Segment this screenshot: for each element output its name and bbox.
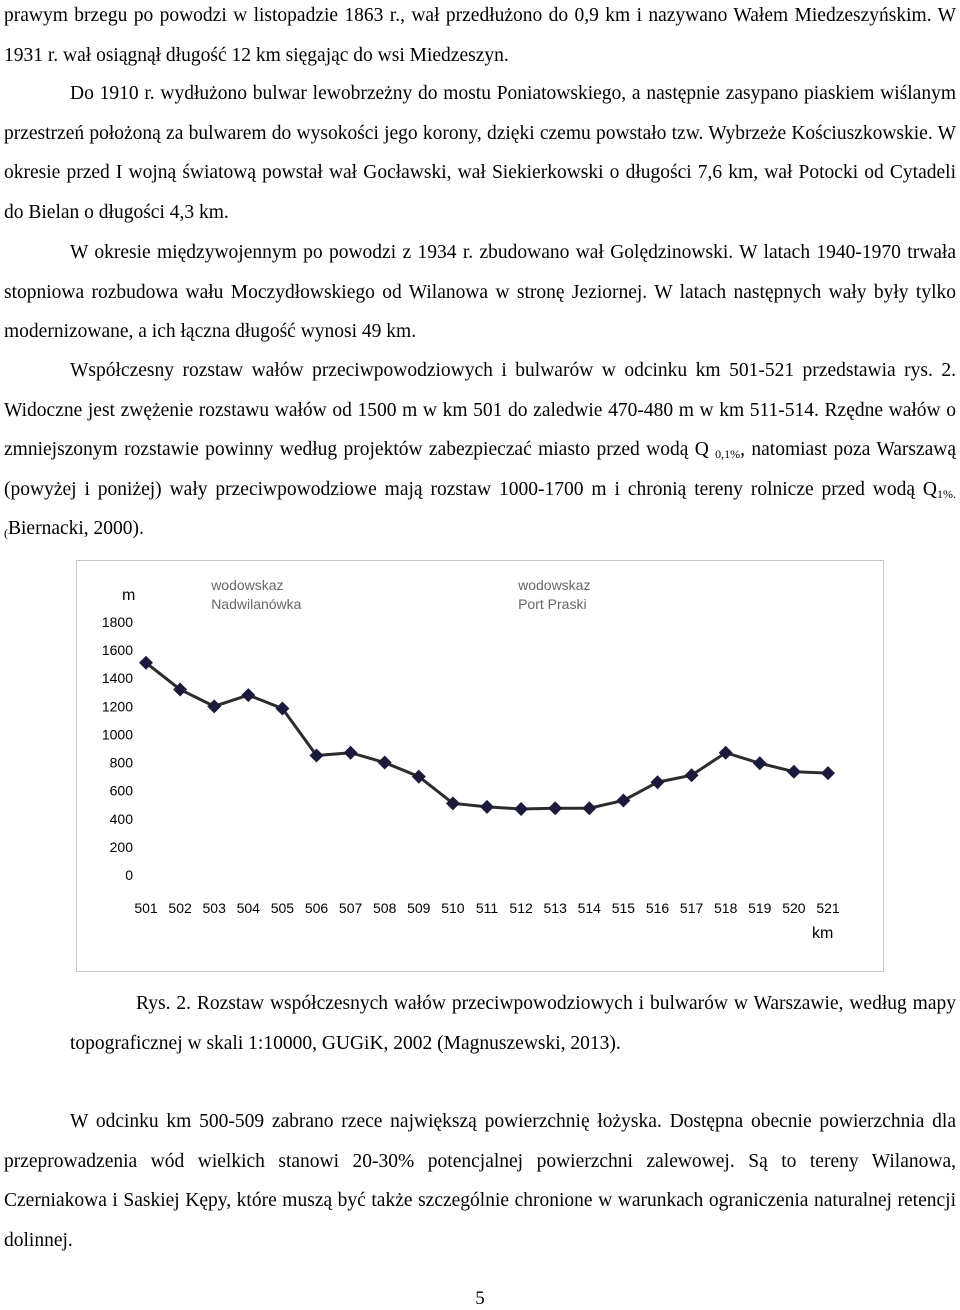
x-tick-label: 501 xyxy=(134,900,158,916)
x-tick-label: 509 xyxy=(407,900,431,916)
paragraph-4-part-b: , natomiast poza Warszawą (powyżej i poniżej) wały przeciwpowodziowe mają rozstaw 1000-1700 m i chronią tereny rolnicze przed wodą Q xyxy=(4,439,957,500)
x-tick-label: 515 xyxy=(611,900,636,916)
y-axis-label: m xyxy=(122,587,136,604)
paragraph-4-part-a: Współczesny rozstaw wałów przeciwpowodziowych i bulwarów w odcinku km 501-521 przedstawia rys. 2. Widoczne jest zwężenie rozstawu wałów od 1500 m w km 501 do zaledwie 470-480 m w km 511-514. Rzędne wałów o zmniejszonym rozstawie powinny według projektów zabezpieczać miasto przed wodą Q xyxy=(4,360,956,461)
x-tick-label: 503 xyxy=(202,900,226,916)
x-tick-label: 517 xyxy=(679,900,704,916)
dike-spacing-chart xyxy=(76,560,884,972)
x-tick-label: 511 xyxy=(475,900,499,916)
y-tick-label: 200 xyxy=(109,838,133,855)
x-tick-label: 502 xyxy=(168,900,192,916)
x-axis-label: km xyxy=(812,925,834,942)
x-tick-label: 514 xyxy=(577,900,601,916)
y-tick-label: 0 xyxy=(125,867,133,883)
x-tick-label: 521 xyxy=(816,900,840,916)
annotation-gauge-name: Nadwilanówka xyxy=(211,596,302,612)
paragraph-1: prawym brzegu po powodzi w listopadzie 1863 r., wał przedłużono do 0,9 km i nazywano Wałem Miedzeszyńskim. W 1931 r. wał osiągnął długość 12 km sięgając do wsi Miedzeszyn. xyxy=(4,5,956,66)
paragraph-4 xyxy=(4,351,956,549)
paragraph-4-part-c: Biernacki, 2000). xyxy=(8,518,144,540)
subscript-q-1: 1%.( xyxy=(4,486,956,541)
x-tick-label: 520 xyxy=(782,900,806,916)
annotation-label: wodowskaz xyxy=(518,577,591,593)
annotation-gauge-name: Port Praski xyxy=(518,596,587,612)
x-tick-label: 512 xyxy=(509,900,533,916)
x-tick-label: 508 xyxy=(373,900,397,916)
x-tick-label: 506 xyxy=(304,900,329,916)
y-tick-label: 400 xyxy=(109,810,133,827)
paragraph-3: W okresie międzywojennym po powodzi z 1934 r. zbudowano wał Golędzinowski. W latach 1940-1970 trwała stopniowa rozbudowa wału Moczydłowskiego od Wilanowa w stronę Jeziornej. W latach następnych wały były tylko modernizowane, a ich łączna długość wynosi 49 km. xyxy=(4,242,956,343)
x-tick-label: 510 xyxy=(441,900,465,916)
x-tick-label: 505 xyxy=(270,900,295,916)
x-tick-label: 516 xyxy=(645,900,670,916)
x-tick-label: 513 xyxy=(543,900,567,916)
x-tick-label: 507 xyxy=(338,900,363,916)
y-tick-label: 1200 xyxy=(101,698,133,715)
paragraph-5: W odcinku km 500-509 zabrano rzece największą powierzchnię łożyska. Dostępna obecnie powierzchnia dla przeprowadzenia wód wielkich stanowi 20-30% potencjalnej powierzchni zalewowej. Są to tereny Wilanowa, Czerniakowa i Saskiej Kępy, które muszą być także szczególnie chronione w warunkach ograniczenia naturalnej retencji dolinnej. xyxy=(4,1111,956,1251)
x-tick-label: 518 xyxy=(714,900,738,916)
y-tick-label: 1400 xyxy=(101,670,133,687)
x-tick-label: 519 xyxy=(748,900,772,916)
y-tick-label: 1800 xyxy=(101,614,133,630)
subscript-q-0-1: 0,1% xyxy=(715,447,741,462)
x-tick-label: 504 xyxy=(236,900,260,916)
y-tick-label: 600 xyxy=(109,782,133,799)
y-tick-label: 800 xyxy=(109,754,133,771)
y-tick-label: 1600 xyxy=(101,642,133,659)
annotation-label: wodowskaz xyxy=(211,577,284,593)
y-tick-label: 1000 xyxy=(101,726,133,743)
paragraph-2: Do 1910 r. wydłużono bulwar lewobrzeżny do mostu Poniatowskiego, a następnie zasypano piaskiem wiślanym przestrzeń położoną za bulwarem do wysokości jego korony, dzięki czemu powstało tzw. Wybrzeże Kościuszkowskie. W okresie przed I wojną światową powstał wał Gocławski, wał Siekierkowski o długości 7,6 km, wał Potocki od Cytadeli do Bielan o długości 4,3 km. xyxy=(4,83,956,223)
figure-caption: Rys. 2. Rozstaw współczesnych wałów przeciwpowodziowych i bulwarów w Warszawie, według mapy topograficznej w skali 1:10000, GUGiK, 2002 (Magnuszewski, 2013). xyxy=(70,993,956,1054)
page-number: 5 xyxy=(475,1288,485,1309)
